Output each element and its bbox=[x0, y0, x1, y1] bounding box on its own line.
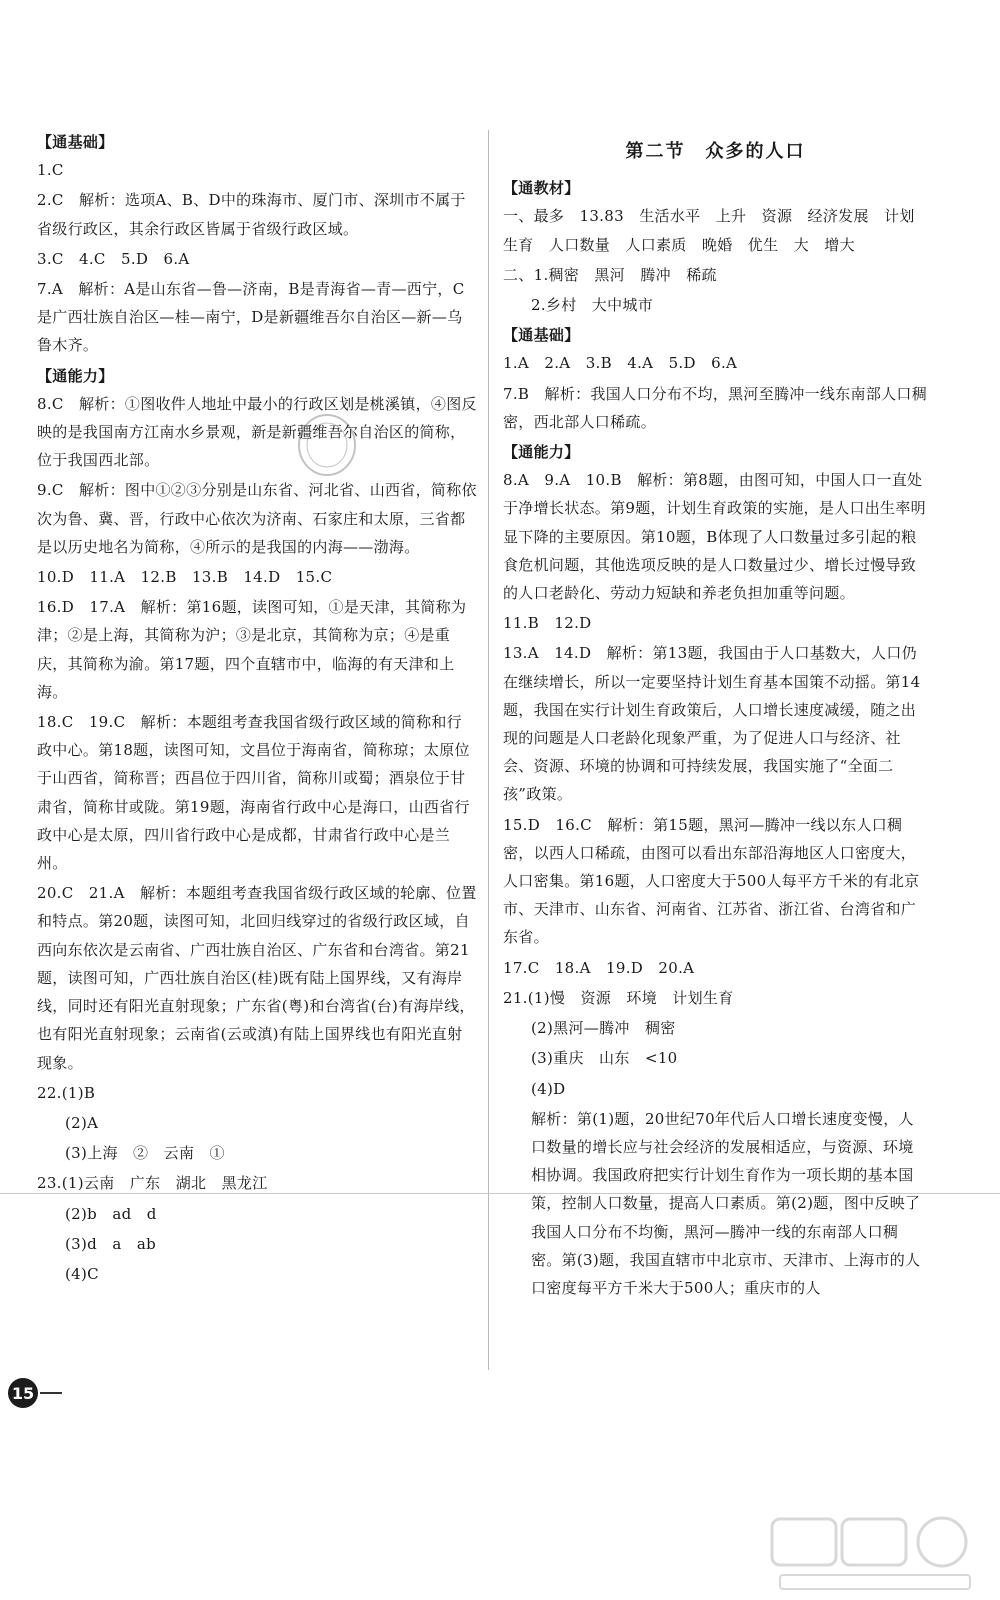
section-heading: 第二节 众多的人口 bbox=[625, 141, 806, 162]
right-column bbox=[503, 128, 928, 1304]
watermark-logo bbox=[770, 1515, 980, 1595]
answer-subitem: (2)A bbox=[65, 1113, 99, 1132]
answer-item: 23.(1)云南 广东 湖北 黑龙江 bbox=[37, 1174, 268, 1193]
answer-item: 11.B 12.D bbox=[503, 614, 592, 633]
answer-subitem: (2)b ad d bbox=[65, 1204, 157, 1223]
page-number-badge: 15 bbox=[8, 1378, 38, 1408]
answer-item: 8.C 解析：①图收件人地址中最小的行政区划是桃溪镇，④图反映的是我国南方江南水乡景观，新是新疆维吾尔自治区的简称，位于我国西北部。 bbox=[37, 394, 477, 470]
answer-item: 1.A 2.A 3.B 4.A 5.D 6.A bbox=[503, 354, 738, 373]
answer-subitem: (4)C bbox=[65, 1264, 99, 1283]
answer-item: 22.(1)B bbox=[37, 1083, 96, 1102]
page-number-dash bbox=[40, 1392, 62, 1394]
answer-subitem: (3)d a ab bbox=[65, 1234, 157, 1253]
page-number bbox=[8, 1378, 62, 1408]
answer-item: 10.D 11.A 12.B 13.B 14.D 15.C bbox=[37, 568, 333, 587]
answer-subitem: (2)黑河—腾冲 稠密 bbox=[531, 1019, 676, 1038]
column-divider bbox=[488, 130, 489, 1370]
answer-item: 13.A 14.D 解析：第13题，我国由于人口基数大，人口仍在继续增长，所以一定要坚持计划生育基本国策不动摇。第14题，我国在实行计划生育政策后，人口增长速度减缓，随之出现的问题是人口老龄化现象严重，为了促进人口与经济、社会、资源、环境的协调和可持续发展，我国实施了“全面二孩”政策。 bbox=[503, 644, 921, 804]
answer-subitem: (4)D bbox=[531, 1079, 566, 1098]
answer-item: 2.C 解析：选项A、B、D中的珠海市、厦门市、深圳市不属于省级行政区，其余行政区皆属于省级行政区域。 bbox=[37, 191, 466, 238]
answer-item: 8.A 9.A 10.B 解析：第8题，由图可知，中国人口一直处于净增长状态。第9题，计划生育政策的实施，是人口出生率明显下降的主要原因。第10题，B体现了人口数量过多引起的粮食危机问题，其他选项反映的是人口数量过少、增长过慢导致的人口老龄化、劳动力短缺和养老负担加重等问题。 bbox=[503, 471, 926, 603]
answer-item: 7.A 解析：A是山东省—鲁—济南，B是青海省—青—西宁，C是广西壮族自治区—桂—南宁，D是新疆维吾尔自治区—新—乌鲁木齐。 bbox=[37, 280, 465, 355]
answer-explanation: 解析：第(1)题，20世纪70年代后人口增长速度变慢，人口数量的增长应与社会经济的发展相适应，与资源、环境相协调。我国政府把实行计划生育作为一项长期的基本国策，控制人口数量，提高人口素质。第(2)题，图中反映了我国人口分布不均衡，黑河—腾冲一线的东南部人口稠密。第(3)题，我国直辖市中北京市、天津市、上海市的人口密度每平方千米大于500人；重庆市的人 bbox=[531, 1109, 921, 1297]
answer-item: 21.(1)慢 资源 环境 计划生育 bbox=[503, 988, 734, 1007]
answer-item: 16.D 17.A 解析：第16题，读图可知，①是天津，其简称为津；②是上海，其简称为沪；③是北京，其简称为京；④是重庆，其简称为渝。第17题，四个直辖市中，临海的有天津和上海。 bbox=[37, 598, 467, 701]
answer-subitem: (3)上海 ② 云南 ① bbox=[65, 1144, 225, 1163]
answer-subitem: (3)重庆 山东 <10 bbox=[531, 1049, 678, 1068]
section-label: 【通基础】 bbox=[503, 326, 580, 345]
answer-item: 二、1.稠密 黑河 腾冲 稀疏 bbox=[503, 265, 717, 284]
answer-subitem: 2.乡村 大中城市 bbox=[531, 296, 654, 315]
section-label: 【通基础】 bbox=[37, 133, 114, 151]
answer-item: 18.C 19.C 解析：本题组考查我国省级行政区域的简称和行政中心。第18题，读图可知，文昌位于海南省，简称琼；太原位于山西省，简称晋；西昌位于四川省，简称川或蜀；酒泉位于甘肃省，简称甘或陇。第19题，海南省行政中心是海口，山西省行政中心是太原，四川省行政中心是成都，甘肃省行政中心是兰州。 bbox=[37, 713, 470, 873]
answer-item: 3.C 4.C 5.D 6.A bbox=[37, 249, 190, 268]
section-label: 【通能力】 bbox=[503, 443, 580, 462]
left-column bbox=[37, 128, 477, 1290]
answer-item: 17.C 18.A 19.D 20.A bbox=[503, 958, 695, 977]
section-label: 【通能力】 bbox=[37, 366, 114, 385]
section-label: 【通教材】 bbox=[503, 179, 580, 198]
answer-item: 15.D 16.C 解析：第15题，黑河—腾冲一线以东人口稠密，以西人口稀疏，由图可以看出东部沿海地区人口密度大，人口密集。第16题，人口密度大于500人每平方千米的有北京市、天津市、山东省、河南省、江苏省、浙江省、台湾省和广东省。 bbox=[503, 815, 920, 947]
answer-item: 7.B 解析：我国人口分布不均，黑河至腾冲一线东南部人口稠密，西北部人口稀疏。 bbox=[503, 384, 928, 431]
answer-item: 9.C 解析：图中①②③分别是山东省、河北省、山西省，简称依次为鲁、冀、晋，行政中心依次为济南、石家庄和太原，三省都是以历史地名为简称，④所示的是我国的内海——渤海。 bbox=[37, 481, 477, 556]
answer-item: 1.C bbox=[37, 161, 64, 180]
answer-item: 20.C 21.A 解析：本题组考查我国省级行政区域的轮廓、位置和特点。第20题，读图可知，北回归线穿过的省级行政区域，自西向东依次是云南省、广西壮族自治区、广东省和台湾省。第21题，读图可知，广西壮族自治区(桂)既有陆上国界线，又有海岸线，同时还有阳光直射现象；广东省(粤)和台湾省(台)有海岸线，也有阳光直射现象；云南省(云或滇)有陆上国界线也有阳光直射现象。 bbox=[37, 884, 477, 1072]
answer-item: 一、最多 13.83 生活水平 上升 资源 经济发展 计划生育 人口数量 人口素质 晚婚 优生 大 增大 bbox=[503, 207, 915, 254]
stamp-seal-icon bbox=[292, 410, 362, 480]
